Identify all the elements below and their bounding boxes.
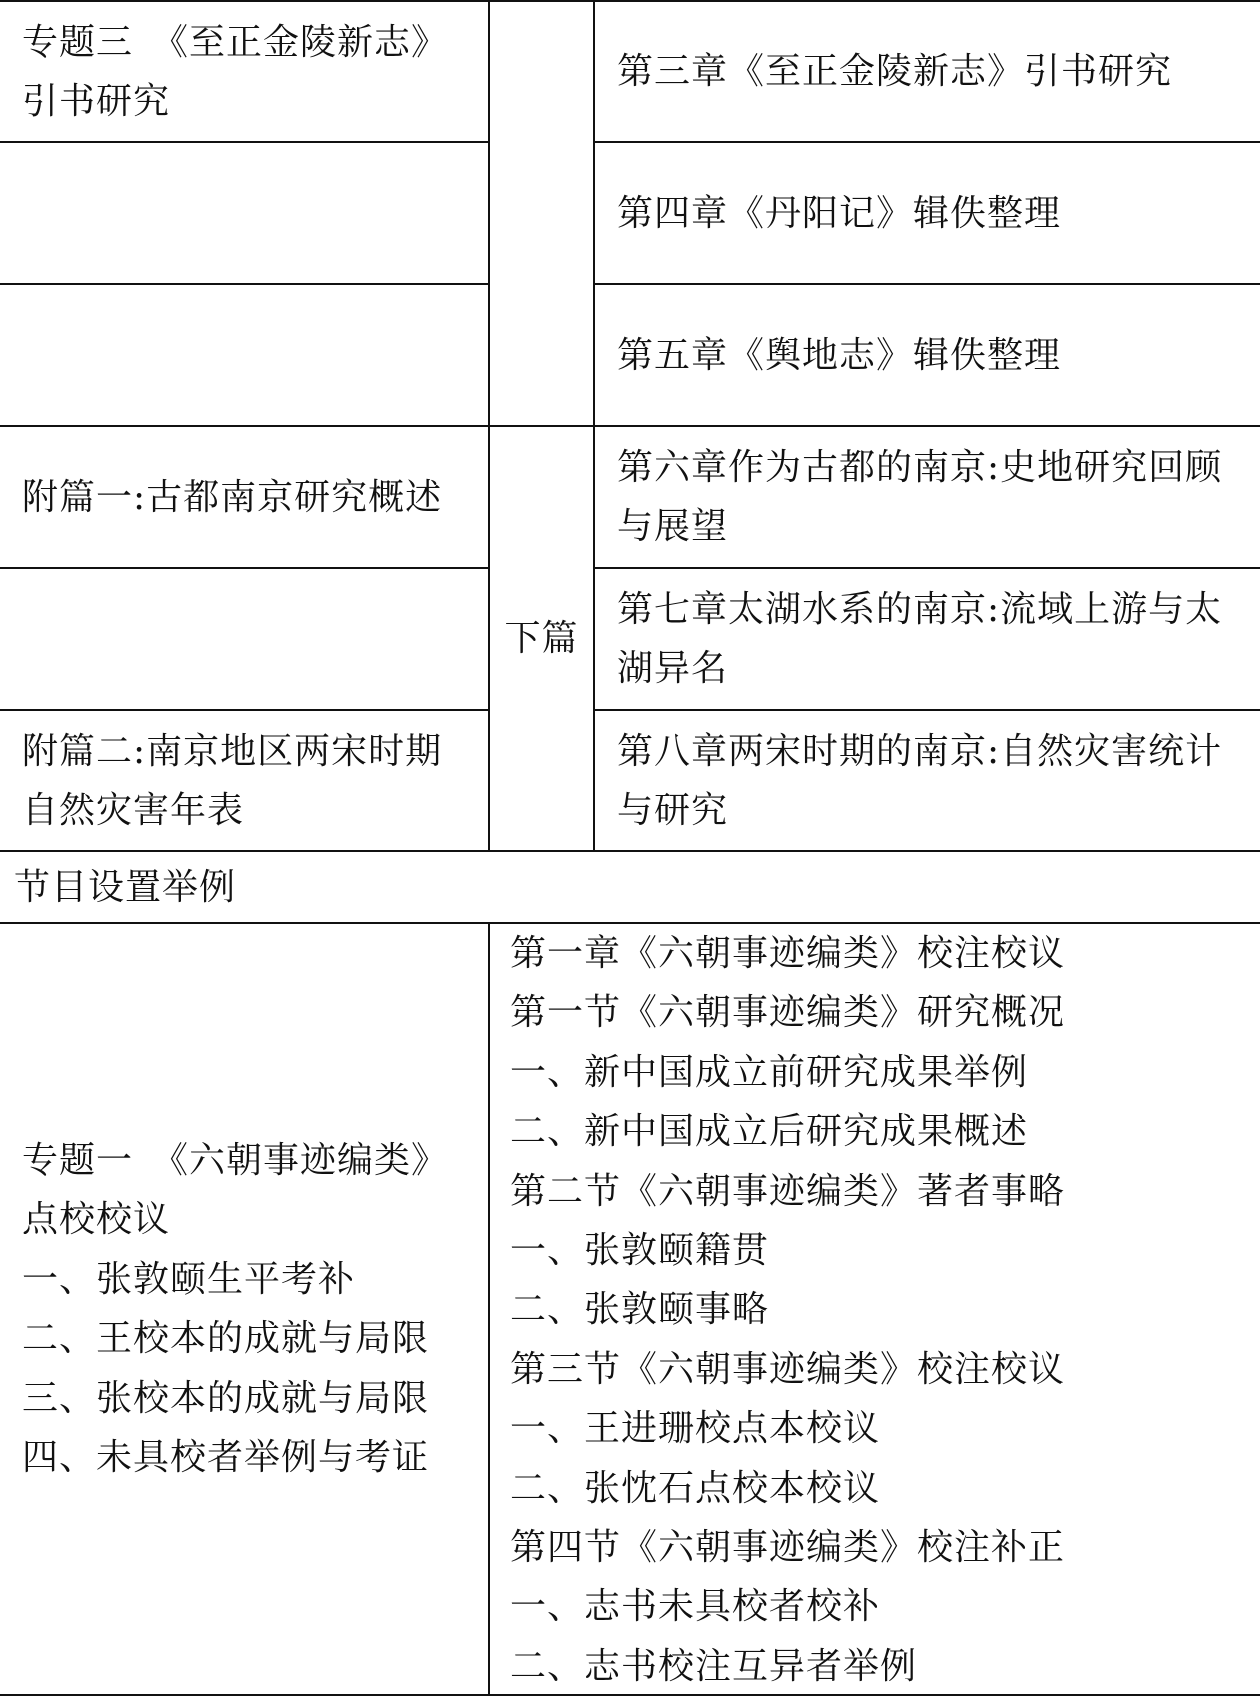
section-heading: 节目设置举例 (14, 866, 237, 908)
right-list-item-11: 第四节《六朝事迹编类》校注补正 (510, 1527, 1066, 1569)
top-row-3-right: 第五章《舆地志》辑佚整理 (617, 334, 1062, 376)
bottom-column-divider (488, 922, 490, 1696)
top-row-1-left: 专题三 《至正金陵新志》 引书研究 (22, 21, 449, 122)
top-row-2-left (0, 143, 488, 283)
right-list-item-6: 一、张敦颐籍贯 (510, 1230, 770, 1272)
bottom-right-list (510, 924, 1254, 1696)
top-row-1-right: 第三章《至正金陵新志》引书研究 (617, 51, 1173, 92)
left-list-item-3: 一、张敦颐生平考补 (22, 1258, 356, 1300)
right-list-item-2: 第一节《六朝事迹编类》研究概况 (510, 992, 1066, 1034)
right-list-item-12: 一、志书未具校者校补 (510, 1586, 881, 1628)
top-row-4-left: 附篇一:古都南京研究概述 (22, 476, 443, 518)
left-list-item-5: 三、张校本的成就与局限 (22, 1377, 430, 1419)
right-list-item-1: 第一章《六朝事迹编类》校注校议 (510, 933, 1066, 974)
right-list-item-10: 二、张忱石点校本校议 (510, 1467, 881, 1509)
top-row-6-right: 第八章两宋时期的南京:自然灾害统计 与研究 (617, 730, 1223, 831)
right-list-item-8: 第三节《六朝事迹编类》校注校议 (510, 1348, 1066, 1390)
right-list-item-3: 一、新中国成立前研究成果举例 (510, 1051, 1029, 1093)
right-list-item-9: 一、王进珊校点本校议 (510, 1408, 881, 1450)
right-list-item-7: 二、张敦颐事略 (510, 1289, 770, 1331)
left-list-item-1: 专题一 《六朝事迹编类》 (22, 1140, 449, 1181)
lower-part-label: 下篇 (504, 618, 579, 659)
bottom-left-list (22, 1131, 482, 1487)
top-row-5-left (0, 569, 488, 709)
right-list-item-4: 二、新中国成立后研究成果概述 (510, 1111, 1029, 1153)
top-row-6-left: 附篇二:南京地区两宋时期 自然灾害年表 (22, 730, 443, 831)
top-row-3-left (0, 285, 488, 425)
left-list-item-2: 点校校议 (22, 1199, 171, 1241)
right-list-item-5: 第二节《六朝事迹编类》著者事略 (510, 1170, 1066, 1212)
left-list-item-6: 四、未具校者举例与考证 (22, 1437, 430, 1479)
top-row-2-right: 第四章《丹阳记》辑佚整理 (617, 192, 1062, 234)
top-row-5-right: 第七章太湖水系的南京:流域上游与太 湖异名 (617, 589, 1223, 689)
right-list-item-13: 二、志书校注互异者举例 (510, 1645, 918, 1687)
top-row-4-right: 第六章作为古都的南京:史地研究回顾 与展望 (617, 447, 1223, 547)
left-list-item-4: 二、王校本的成就与局限 (22, 1318, 430, 1360)
